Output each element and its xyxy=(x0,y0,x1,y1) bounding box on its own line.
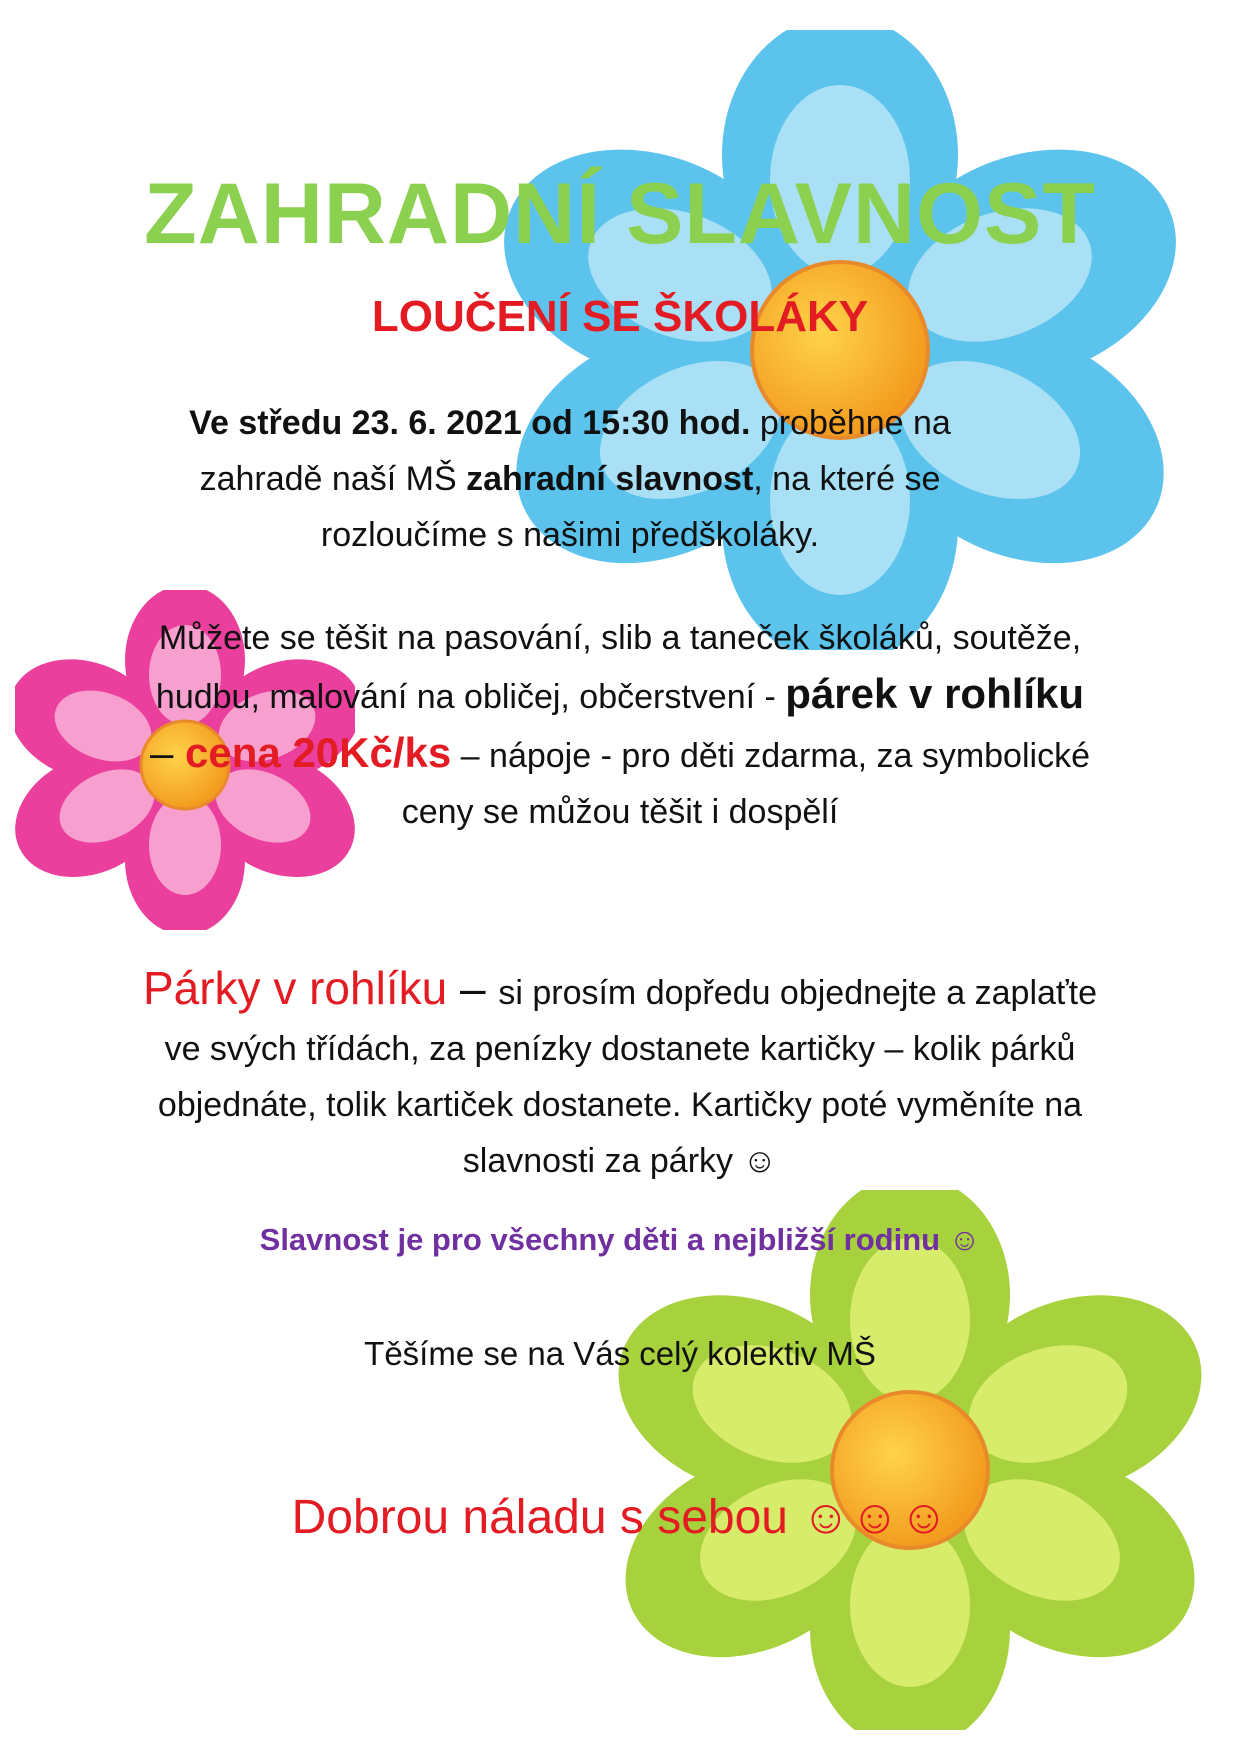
program-paragraph xyxy=(0,610,1240,840)
intro-text-1: proběhne na zahradě naší MŠ xyxy=(199,404,951,498)
order-text: si prosím dopředu objednejte a zaplaťte ve svých třídách, za penízky dostanete kartičky – kolik párků objednáte, tolik kartiček dostanete. Kartičky poté vyměníte na slavnosti za párky ☺ xyxy=(157,974,1098,1180)
page-subtitle: LOUČENÍ SE ŠKOLÁKY xyxy=(371,292,869,341)
event-date-time: Ve středu 23. 6. 2021 od 15:30 hod. xyxy=(189,404,751,442)
intro-text-2: , na které se rozloučíme s našimi předškoláky. xyxy=(320,460,941,554)
program-text-2: – nápoje - pro děti zdarma, za symbolické ceny se můžou těšit i dospělí xyxy=(401,737,1090,831)
order-dash: – xyxy=(447,962,499,1014)
intro-paragraph xyxy=(0,395,1240,563)
food-price: cena 20Kč/ks xyxy=(185,729,452,776)
family-note: Slavnost je pro všechny děti a nejbližší rodinu ☺ xyxy=(259,1222,981,1257)
food-item: párek v rohlíku xyxy=(785,670,1085,717)
page-title: ZAHRADNÍ SLAVNOST xyxy=(144,166,1096,262)
program-text-1: Můžete se těšit na pasování, slib a taneček školáků, soutěže, hudbu, malování na obličej, občerstvení - xyxy=(155,619,1082,716)
program-dash: – xyxy=(150,729,186,776)
goodbye-note: Dobrou náladu s sebou ☺☺☺ xyxy=(291,1491,949,1544)
order-heading: Párky v rohlíku xyxy=(142,962,448,1014)
event-name-highlight: zahradní slavnost xyxy=(466,460,754,498)
team-note: Těšíme se na Vás celý kolektiv MŠ xyxy=(364,1335,876,1372)
order-paragraph xyxy=(0,960,1240,1189)
green-flower-icon xyxy=(610,1190,1210,1730)
